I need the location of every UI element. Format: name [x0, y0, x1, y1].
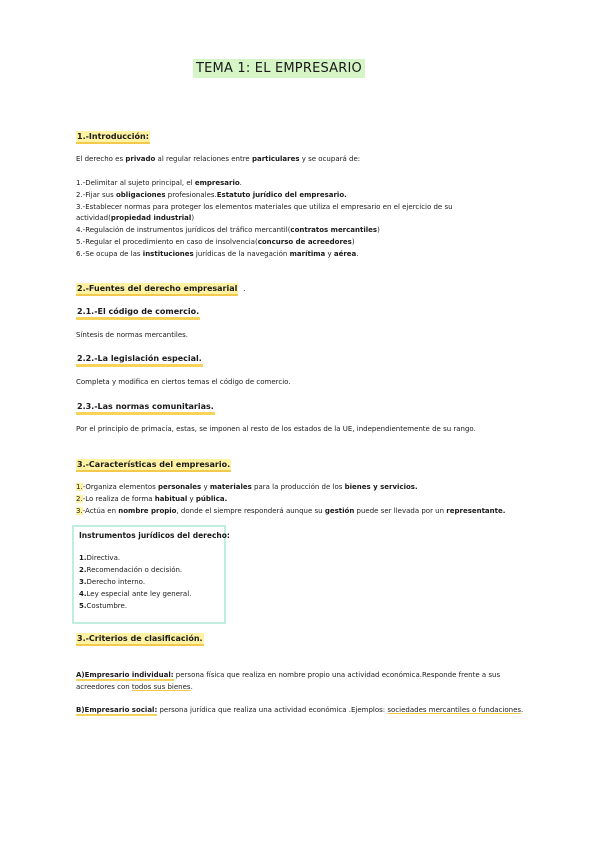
subheading-codigo-comercio: 2.1.-El código de comercio. [76, 306, 200, 320]
page-title: TEMA 1: EL EMPRESARIO [193, 59, 365, 78]
instrument-item: 2.Recomendación o decisión. [79, 566, 183, 574]
instrument-item: 4.Ley especial ante ley general. [79, 590, 192, 598]
list-item-3b: actividad(propiedad industrial) [76, 214, 195, 222]
list-item-4: 4.-Regulación de instrumentos jurídicos del tráfico mercantil(contratos mercantiles) [76, 226, 380, 234]
section-heading-fuentes: 2.-Fuentes del derecho empresarial [76, 283, 238, 296]
subheading-legislacion-especial: 2.2.-La legislación especial. [76, 353, 203, 367]
instrument-item: 5.Costumbre. [79, 602, 128, 610]
subheading-normas-comunitarias: 2.3.-Las normas comunitarias. [76, 401, 215, 415]
instrument-item: 1.Directiva. [79, 554, 121, 562]
list-item-6: 6.-Se ocupa de las instituciones jurídicas de la navegación marítima y aérea. [76, 250, 359, 258]
characteristic-item-1: 1.-Organiza elementos personales y materiales para la producción de los bienes y servicios. [76, 483, 418, 491]
type-individual-line1: A)Empresario individual: persona física que realiza en nombre propio una actividad económica.Responde frente a sus [76, 671, 501, 679]
characteristic-item-3: 3.-Actúa en nombre propio, donde el siempre responderá aunque su gestión puede ser llevada por un representante. [76, 507, 506, 515]
text-codigo-comercio: Síntesis de normas mercantiles. [76, 331, 189, 339]
type-individual-line2: acreedores con todos sus bienes. [76, 683, 193, 691]
instrument-item: 3.Derecho interno. [79, 578, 146, 586]
text-normas-comunitarias: Por el principio de primacía, estas, se imponen al resto de los estados de la UE, independientemente de su rango. [76, 425, 476, 433]
intro-paragraph: El derecho es privado al regular relaciones entre particulares y se ocupará de: [76, 155, 361, 163]
list-item-3a: 3.-Establecer normas para proteger los elementos materiales que utiliza el empresario en el ejercicio de su [76, 203, 453, 211]
instruments-box [72, 525, 230, 624]
list-item-5: 5.-Regular el procedimiento en caso de insolvencia(concurso de acreedores) [76, 238, 355, 246]
characteristic-item-2: 2.-Lo realiza de forma habitual y pública. [76, 495, 228, 503]
section-heading-caracteristicas: 3.-Características del empresario. [76, 459, 231, 472]
section-heading-fuentes-dot: . [243, 284, 246, 293]
section-heading-introduccion: 1.-Introducción: [76, 131, 150, 144]
list-item-2: 2.-Fijar sus obligaciones profesionales.Estatuto jurídico del empresario. [76, 191, 347, 199]
instruments-box-heading: Instrumentos jurídicos del derecho: [79, 531, 230, 540]
section-heading-criterios: 3.-Criterios de clasificación. [76, 633, 204, 646]
text-legislacion-especial: Completa y modifica en ciertos temas el código de comercio. [76, 378, 291, 386]
list-item-1: 1.-Delimitar al sujeto principal, el empresario. [76, 179, 242, 187]
type-social-line: B)Empresario social: persona jurídica que realiza una actividad económica .Ejemplos: sociedades mercantiles o fundaciones. [76, 706, 524, 714]
